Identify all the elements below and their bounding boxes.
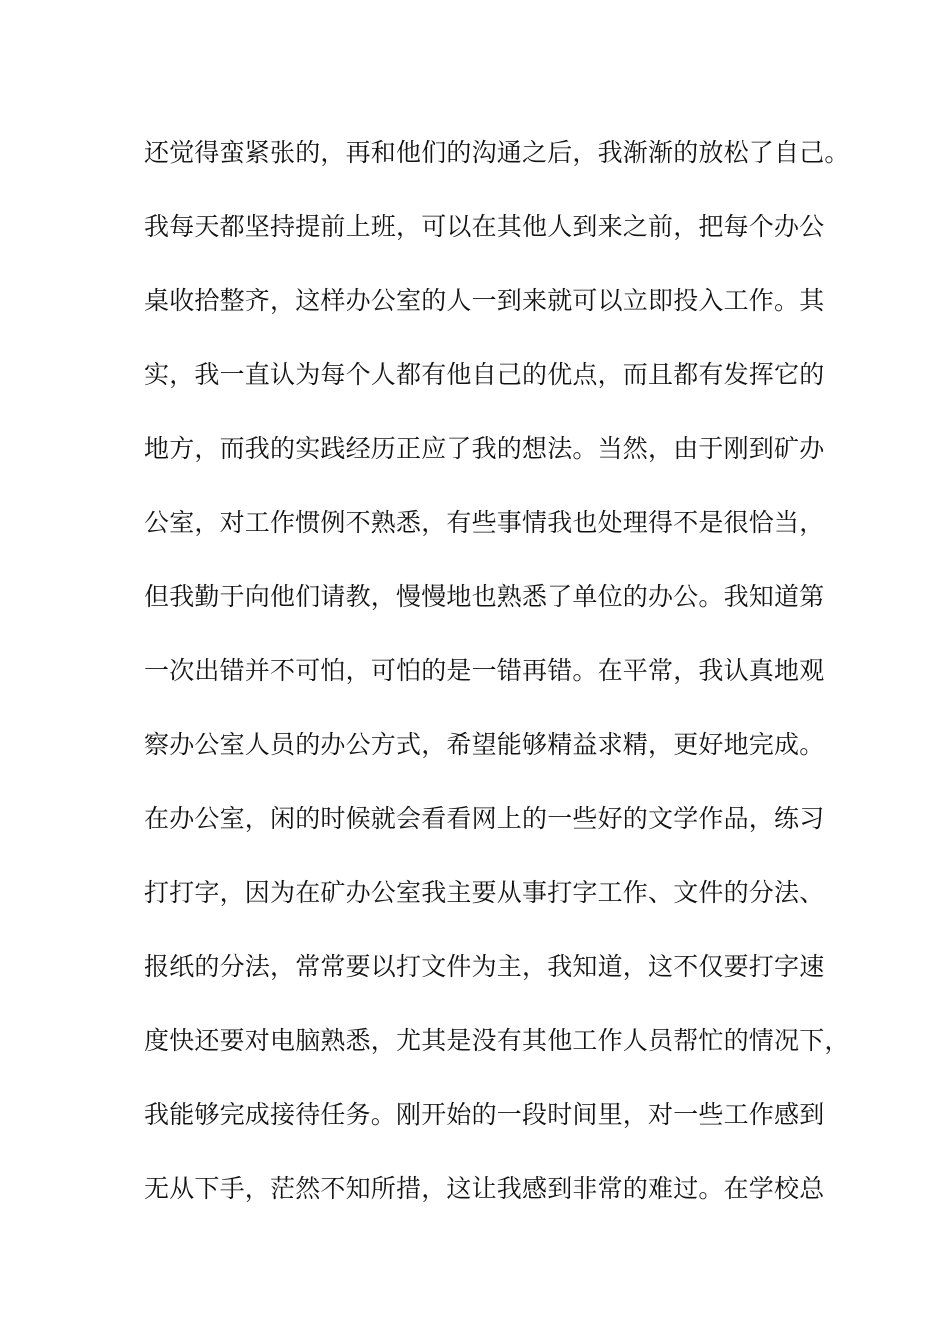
text-line: 度快还要对电脑熟悉，尤其是没有其他工作人员帮忙的情况下， (144, 1026, 850, 1055)
text-line: 公室，对工作惯例不熟悉，有些事情我也处理得不是很恰当， (144, 508, 825, 537)
text-line: 一次出错并不可怕，可怕的是一错再错。在平常，我认真地观 (144, 656, 825, 685)
text-line: 我每天都坚持提前上班，可以在其他人到来之前，把每个办公 (144, 212, 825, 241)
text-line: 但我勤于向他们请教，慢慢地也熟悉了单位的办公。我知道第 (144, 582, 825, 611)
text-line: 地方，而我的实践经历正应了我的想法。当然，由于刚到矿办 (144, 434, 825, 463)
text-line: 实，我一直认为每个人都有他自己的优点，而且都有发挥它的 (144, 360, 825, 389)
text-line: 打打字，因为在矿办公室我主要从事打字工作、文件的分法、 (144, 878, 825, 907)
text-line: 桌收拾整齐，这样办公室的人一到来就可以立即投入工作。其 (144, 286, 825, 315)
text-line: 还觉得蛮紧张的，再和他们的沟通之后，我渐渐的放松了自己。 (144, 138, 850, 167)
text-line: 无从下手，茫然不知所措，这让我感到非常的难过。在学校总 (144, 1174, 825, 1203)
text-line: 报纸的分法，常常要以打文件为主，我知道，这不仅要打字速 (144, 952, 825, 981)
text-line: 在办公室，闲的时候就会看看网上的一些好的文学作品，练习 (144, 804, 825, 833)
body-text (144, 130, 850, 1240)
text-line: 察办公室人员的办公方式，希望能够精益求精，更好地完成。 (144, 730, 825, 759)
text-line: 我能够完成接待任务。刚开始的一段时间里，对一些工作感到 (144, 1100, 825, 1129)
